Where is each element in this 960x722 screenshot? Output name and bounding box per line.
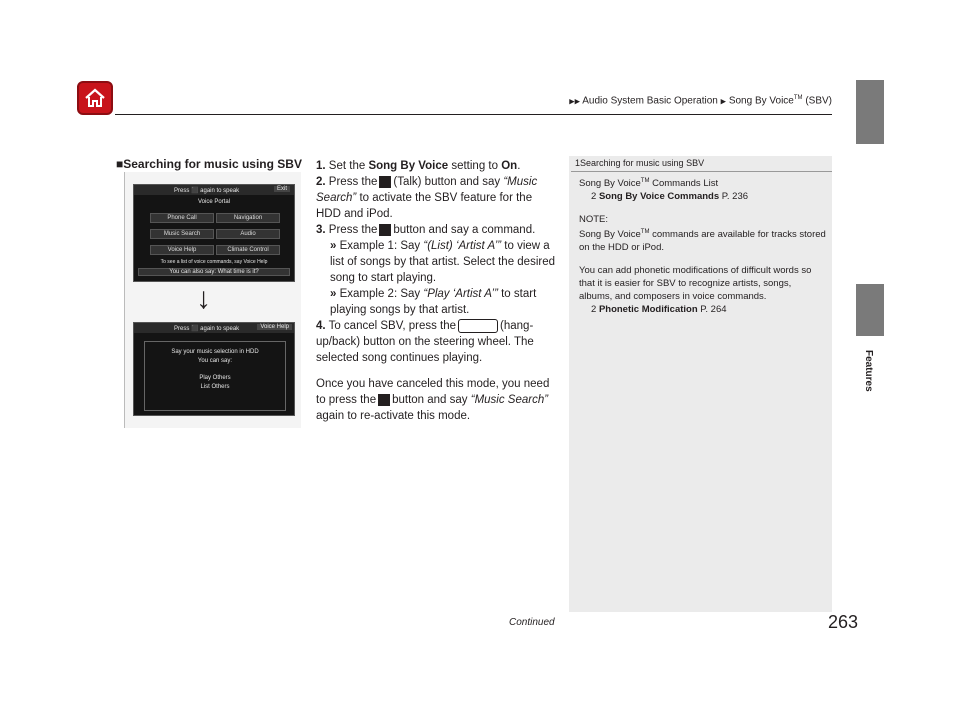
voice-help-button: Voice Help	[257, 324, 292, 330]
steps-text	[316, 158, 556, 424]
header-rule	[115, 114, 832, 115]
sub-arrow-icon: »	[330, 240, 337, 252]
example-1: » Example 1: Say “(List) ‘Artist A’” to view a list of songs by that artist. Select the desired song to start playing.	[330, 240, 556, 284]
home-icon	[84, 87, 106, 109]
phonetic-modification-link[interactable]: Phonetic Modification	[598, 304, 698, 316]
home-button[interactable]	[77, 81, 113, 115]
square-bullet-icon: ■	[116, 157, 124, 171]
step-3: 3. Press the button and say a command.	[316, 224, 536, 236]
note-marker-icon: 1	[575, 158, 581, 168]
screens-panel	[124, 172, 301, 428]
exit-button: Exit	[274, 186, 290, 192]
reference-icon: 2	[591, 304, 597, 316]
talk-button-icon	[379, 176, 391, 188]
side-note: 1Searching for music using SBV Song By Voice™ Commands List 2 Song By Voice Commands P. 236 NOTE: Song By Voice™ commands are available for tracks stored on the HDD or iPod. You can add phonetic modifications of difficult words so that it is easier for SBV to recognize artists, songs, albums, and composers in voice commands. 2 Phonetic Modification P. 264	[569, 156, 832, 612]
note-heading: 1Searching for music using SBV	[575, 158, 705, 168]
music-search-screen: Press ⬛ again to speak Voice Help Say your music selection in HDD You can say: Play Others List Others	[133, 322, 295, 416]
hang-up-button-icon	[458, 319, 498, 333]
sub-arrow-icon: »	[330, 288, 337, 300]
song-by-voice-commands-link[interactable]: Song By Voice Commands	[598, 191, 720, 203]
step-2: 2. Press the (Talk) button and say “Music Search” to activate the SBV feature for the HDD and iPod.	[316, 176, 538, 220]
re-activate-paragraph: Once you have canceled this mode, you need to press the button and say “Music Search” again to re-activate this mode.	[316, 378, 550, 422]
side-label: Features	[863, 350, 874, 392]
page-number: 263	[828, 612, 859, 632]
side-tab-active	[856, 284, 884, 336]
reference-icon: 2	[591, 191, 597, 203]
section-heading: ■Searching for music using SBV	[116, 157, 302, 171]
triangle-icon: ▶	[720, 98, 727, 106]
talk-button-icon	[378, 394, 390, 406]
talk-button-icon	[379, 224, 391, 236]
step-4: 4. To cancel SBV, press the (hang-up/back) button on the steering wheel. The selected song continues playing.	[316, 320, 534, 364]
continued-label: Continued	[509, 617, 555, 628]
breadcrumb: ▶▶ Audio System Basic Operation ▶ Song By Voice™ (SBV)	[569, 95, 832, 107]
down-arrow-icon: ↓	[196, 282, 211, 315]
voice-portal-screen: Press ⬛ again to speak Exit Voice Portal Phone Call Navigation Music Search Audio Voice Help Climate Control To see a list of voice commands, say Voice Help You can also say: What time is it?	[133, 184, 295, 282]
example-2: » Example 2: Say “Play ‘Artist A’” to start playing songs by that artist.	[330, 288, 537, 316]
triangle-icon: ▶▶	[569, 98, 581, 106]
step-1: 1. Set the Song By Voice setting to On.	[316, 160, 521, 172]
side-tab	[856, 80, 884, 144]
